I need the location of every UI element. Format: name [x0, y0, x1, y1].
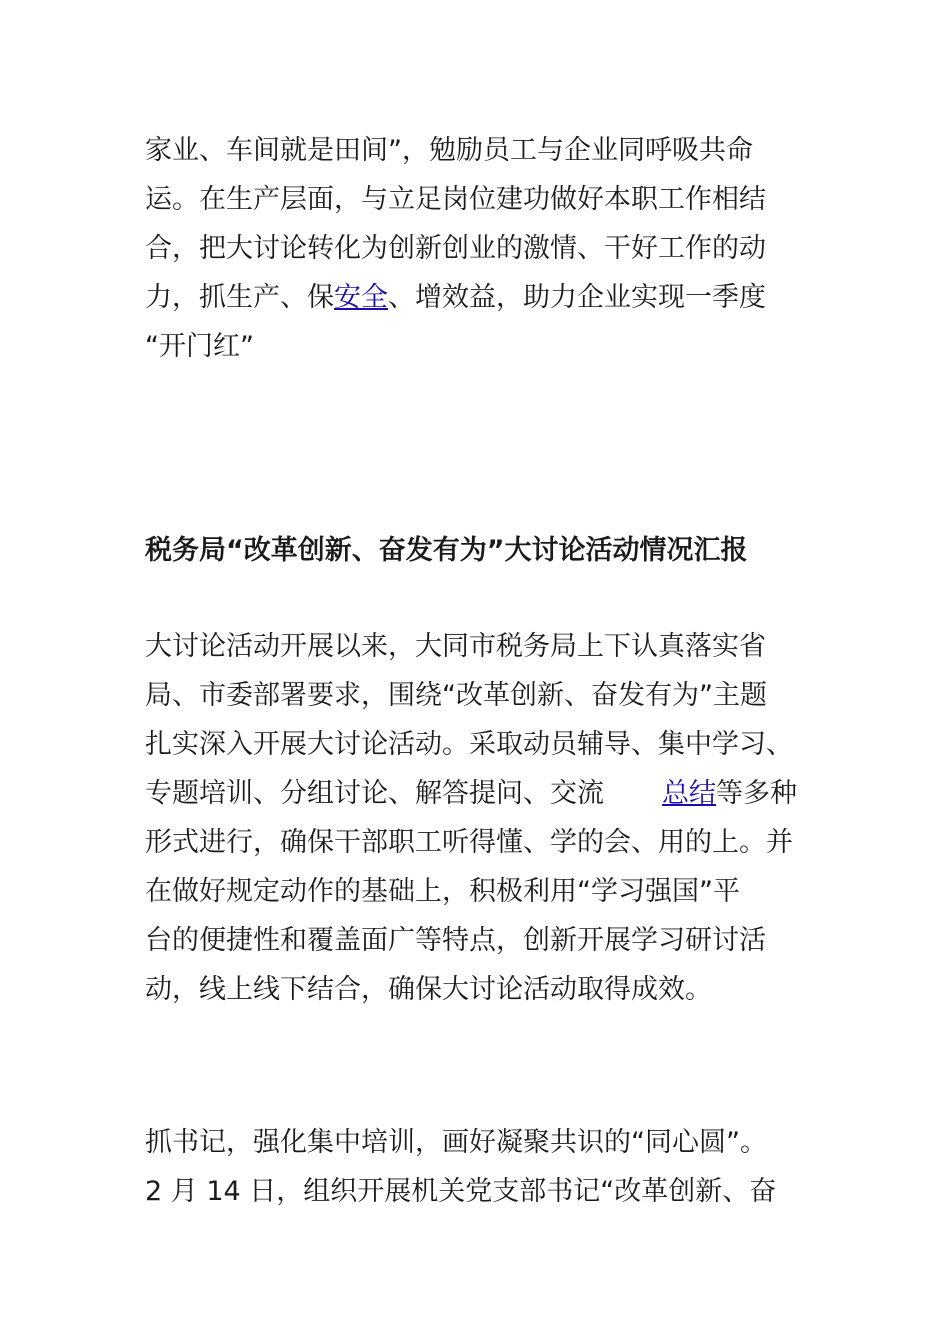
paragraph-1-line-4-text-before: 力，抓生产、保: [145, 282, 334, 313]
paragraph-2-line-6: 在做好规定动作的基础上，积极利用“学习强国”平: [145, 876, 740, 907]
paragraph-1-line-4-text-after: 、增效益，助力企业实现一季度: [388, 282, 766, 313]
paragraph-2-line-8: 动，线上线下结合，确保大讨论活动取得成效。: [145, 974, 712, 1005]
section-heading: 税务局“改革创新、奋发有为”大讨论活动情况汇报: [145, 535, 748, 566]
paragraph-2-line-4-text-after: 等多种: [716, 778, 797, 809]
safety-link[interactable]: 安全: [334, 282, 388, 313]
paragraph-2-line-7: 台的便捷性和覆盖面广等特点，创新开展学习研讨活: [145, 925, 766, 956]
paragraph-3-line-2: 2 月 14 日，组织开展机关党支部书记“改革创新、奋: [145, 1176, 777, 1207]
paragraph-2-line-4: [145, 769, 810, 818]
paragraph-3: [145, 1118, 810, 1216]
paragraph-1-line-1: 家业、车间就是田间”，勉励员工与企业同呼吸共命: [145, 135, 753, 166]
summary-link[interactable]: 总结: [662, 778, 716, 809]
paragraph-1-line-3: 合，把大讨论转化为创新创业的激情、干好工作的动: [145, 233, 766, 264]
paragraph-3-line-1: 抓书记，强化集中培训，画好凝聚共识的“同心圆”。: [145, 1127, 767, 1158]
paragraph-1: [145, 126, 810, 371]
paragraph-2-line-5: 形式进行，确保干部职工听得懂、学的会、用的上。并: [145, 827, 793, 858]
paragraph-2-line-3: 扎实深入开展大讨论活动。采取动员辅导、集中学习、: [145, 729, 793, 760]
paragraph-2-line-2: 局、市委部署要求，围绕“改革创新、奋发有为”主题: [145, 680, 767, 711]
paragraph-2-line-4-text-before: 专题培训、分组讨论、解答提问、交流: [145, 778, 604, 809]
paragraph-1-line-5: “开门红”: [145, 331, 254, 362]
paragraph-1-line-4: [145, 273, 810, 322]
paragraph-2-line-1: 大讨论活动开展以来，大同市税务局上下认真落实省: [145, 631, 766, 662]
paragraph-2: [145, 622, 810, 1014]
paragraph-1-line-2: 运。在生产层面，与立足岗位建功做好本职工作相结: [145, 184, 766, 215]
